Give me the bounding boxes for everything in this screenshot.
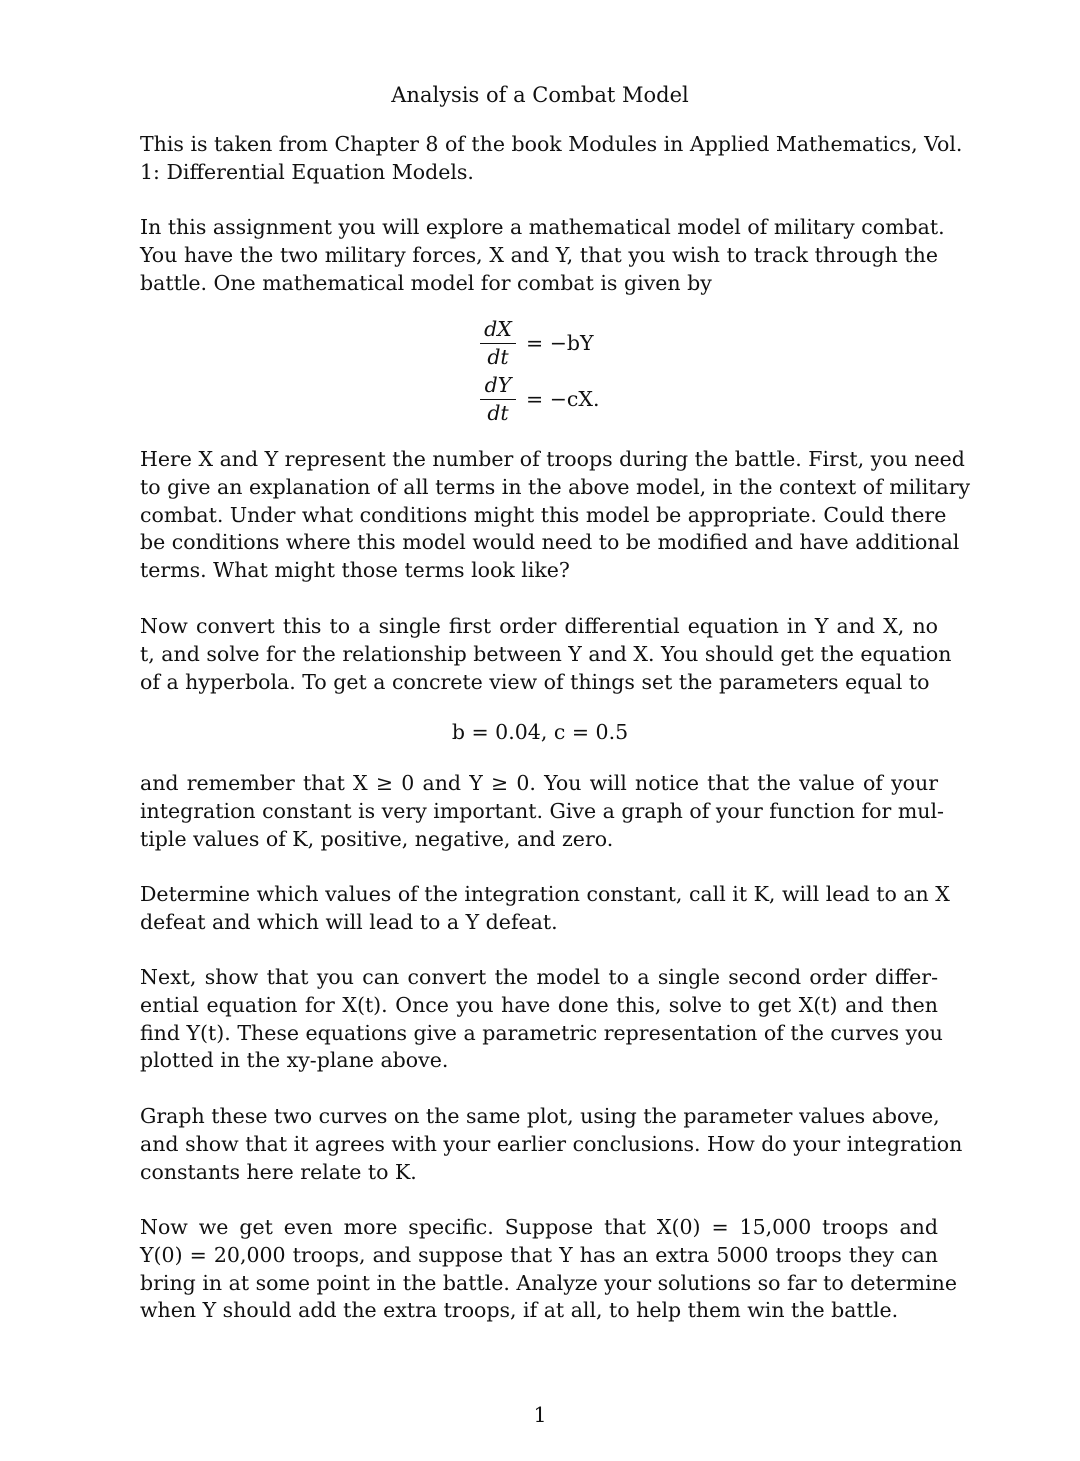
numerator: dX (484, 317, 512, 341)
model-equations (400, 316, 680, 428)
text-line: plotted in the xy-plane above. (140, 1048, 449, 1073)
text-line: Y(0) = 20,000 troops, and suppose that Y has an extra 5000 troops they can (140, 1242, 938, 1267)
text-line: tiple values of K, positive, negative, and zero. (140, 826, 614, 851)
text-line: 1: Differential Equation Models. (140, 159, 474, 184)
text-line: find Y(t). These equations give a parametric representation of the curves you (140, 1020, 943, 1045)
text-line: You have the two military forces, X and Y, that you wish to track through the (140, 242, 938, 267)
text-line: Now convert this to a single first order differential equation in Y and X, no (140, 614, 938, 638)
text-line: terms. What might those terms look like? (140, 558, 570, 583)
paragraph-integration-constant (140, 881, 950, 937)
text-line: This is taken from Chapter 8 of the book Modules in Applied Mathematics, Vol. (140, 132, 963, 156)
text-line: defeat and which will lead to a Y defeat. (140, 909, 558, 934)
text-line: Now we get even more specific. Suppose that X(0) = 15,000 troops and (140, 1215, 938, 1239)
text-line: Next, show that you can convert the model to a single second order differ- (140, 965, 938, 989)
denominator: dt (487, 401, 509, 425)
equation-rhs: = −cX. (526, 387, 600, 411)
text-line: In this assignment you will explore a mathematical model of military combat. (140, 215, 945, 239)
equation-rhs: = −bY (526, 331, 594, 355)
text-line: battle. One mathematical model for combat is given by (140, 270, 712, 295)
text-line: integration constant is very important. Give a graph of your function for mul- (140, 798, 944, 823)
denominator: dt (487, 345, 509, 369)
fraction-dx-dt (480, 316, 516, 369)
text-line: t, and solve for the relationship between Y and X. You should get the equation (140, 641, 952, 666)
paragraph-constraints (140, 770, 944, 853)
text-line: combat. Under what conditions might this model be appropriate. Could there (140, 502, 947, 527)
numerator: dY (484, 373, 512, 397)
paragraph-source (140, 131, 963, 187)
text-line: and show that it agrees with your earlier conclusions. How do your integration (140, 1131, 963, 1156)
page-title: Analysis of a Combat Model (391, 83, 689, 107)
text-line: be conditions where this model would need to be modified and have additional (140, 530, 960, 555)
text-line: of a hyperbola. To get a concrete view of things set the parameters equal to (140, 669, 930, 694)
text-line: Graph these two curves on the same plot, using the parameter values above, (140, 1104, 940, 1128)
text-line: ential equation for X(t). Once you have done this, solve to get X(t) and then (140, 992, 938, 1017)
paragraph-explanation (140, 446, 971, 585)
text-line: to give an explanation of all terms in the above model, in the context of military (140, 474, 971, 499)
text-line: Determine which values of the integration constant, call it K, will lead to an X (140, 882, 950, 906)
page-number: 1 (533, 1403, 547, 1427)
paragraph-introduction (140, 214, 945, 297)
equation-dx (400, 316, 680, 372)
equation-dy (400, 372, 680, 428)
parameter-values: b = 0.04, c = 0.5 (451, 720, 629, 744)
text-line: bring in at some point in the battle. Analyze your solutions so far to determine (140, 1270, 958, 1295)
fraction-dy-dt (480, 372, 516, 425)
paragraph-second-order (140, 964, 943, 1075)
paragraph-graph-curves (140, 1103, 963, 1186)
paragraph-specific-scenario (140, 1214, 958, 1325)
text-line: when Y should add the extra troops, if at all, to help them win the battle. (140, 1298, 899, 1323)
text-line: constants here relate to K. (140, 1159, 417, 1184)
text-line: Here X and Y represent the number of troops during the battle. First, you need (140, 447, 965, 471)
paragraph-conversion (140, 613, 952, 696)
text-line: and remember that X ≥ 0 and Y ≥ 0. You will notice that the value of your (140, 771, 938, 795)
